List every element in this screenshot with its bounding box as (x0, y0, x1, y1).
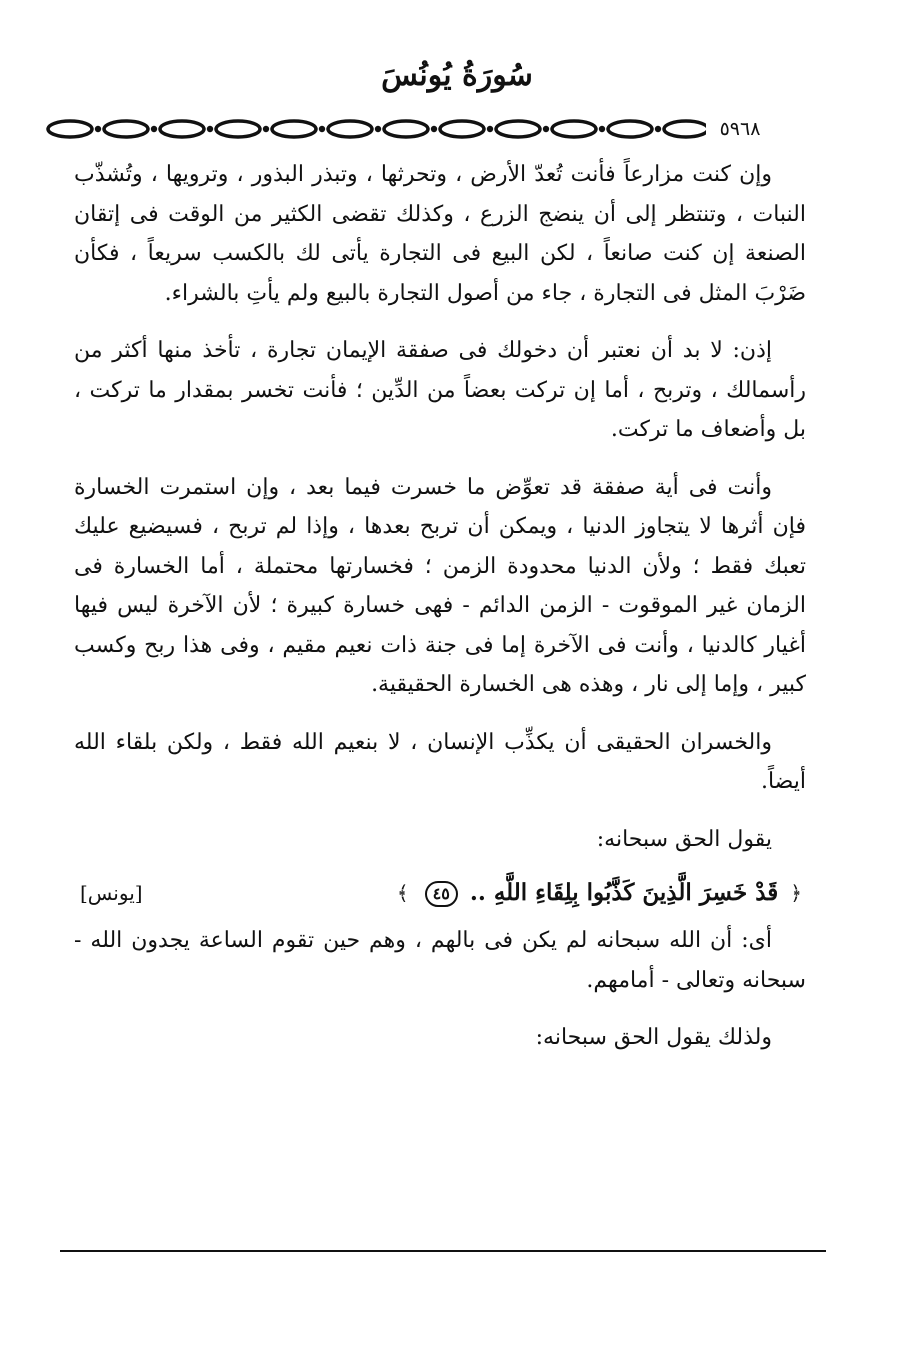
paragraph: والخسران الحقيقى أن يكذِّب الإنسان ، لا بنعيم الله فقط ، ولكن بلقاء الله أيضاً. (74, 729, 806, 794)
paragraph: وأنت فى أية صفقة قد تعوِّض ما خسرت فيما بعد ، وإن استمرت الخسارة فإن أثرها لا يتجاوز الدنيا ، ويمكن أن تربح بعدها ، وإذا لم تربح ، فسيضيع عليك تعبك فقط ؛ ولأن الدنيا محدودة الزمن ؛ فخسارتها محتملة ، أما الخسارة فى الزمان غير الموقوت - الزمن الدائم - فهى خسارة كبيرة ؛ لأن الآخرة ليس فيها أغيار كالدنيا ، وأنت فى الآخرة إما فى جنة ذات نعيم مقيم ، وفى هذا ربح وكسب كبير ، وإما إلى نار ، وهذه هى الخسارة الحقيقية. (74, 474, 806, 697)
border-oval (440, 121, 484, 137)
border-oval (664, 121, 708, 137)
quran-verse (393, 865, 806, 921)
surah-title: سُورَةُ يُونُسَ (381, 58, 533, 93)
page-number: ٥٩٦٨ (706, 116, 774, 142)
paragraph: أى: أن الله سبحانه لم يكن فى بالهم ، وهم حين تقوم الساعة يجدون الله - سبحانه وتعالى - أمامهم. (74, 928, 806, 993)
border-dot (543, 126, 549, 132)
border-dot (375, 126, 381, 132)
border-oval (48, 121, 92, 137)
border-dot (655, 126, 661, 132)
ornamental-border (44, 117, 814, 141)
border-dot (95, 126, 101, 132)
border-dot (319, 126, 325, 132)
border-dot (431, 126, 437, 132)
paragraph: إذن: لا بد أن نعتبر أن دخولك فى صفقة الإيمان تجارة ، تأخذ منها أكثر من رأسمالك ، وتربح ، أما إن تركت بعضاً من الدِّين ؛ فأنت تخسر بمقدار ما تركت ، بل وأضعاف ما تركت. (74, 338, 806, 442)
border-dot (263, 126, 269, 132)
bottom-rule (60, 1250, 826, 1252)
verse-reference: [يونس] (80, 881, 143, 905)
paragraph: يقول الحق سبحانه: (596, 826, 772, 852)
body-text (74, 155, 806, 1058)
paragraph: ولذلك يقول الحق سبحانه: (535, 1025, 772, 1050)
border-dot (151, 126, 157, 132)
ayah-number: ٤٥ (425, 881, 458, 907)
border-oval (384, 121, 428, 137)
border-dot (487, 126, 493, 132)
border-oval (608, 121, 652, 137)
border-dot (207, 126, 213, 132)
border-oval (496, 121, 540, 137)
border-oval (216, 121, 260, 137)
verse-open-ornament: ﴿ (790, 881, 802, 905)
border-oval (328, 121, 372, 137)
border-dot (599, 126, 605, 132)
verse-text: قَدْ خَسِرَ الَّذِينَ كَذَّبُوا بِلِقَاءِ اللَّهِ .. (469, 879, 779, 906)
paragraph: وإن كنت مزارعاً فأنت تُعدّ الأرض ، وتحرثها ، وتبذر البذور ، وترويها ، وتُشذّب النبات ، وتنتظر إلى أن ينضج الزرع ، وكذلك تقضى الكثير من الوقت فى إتقان الصنعة إن كنت صانعاً ، لكن البيع فى التجارة يأتى لك بالكسب سريعاً ، فكأن ضَرْبَ المثل فى التجارة ، جاء من أصول التجارة بالبيع ولم يأتِ بالشراء. (74, 162, 806, 306)
border-oval (104, 121, 148, 137)
border-oval (552, 121, 596, 137)
verse-close-ornament: ﴾ (396, 881, 409, 905)
border-oval (160, 121, 204, 137)
border-oval (272, 121, 316, 137)
quran-verse-row (74, 865, 806, 921)
